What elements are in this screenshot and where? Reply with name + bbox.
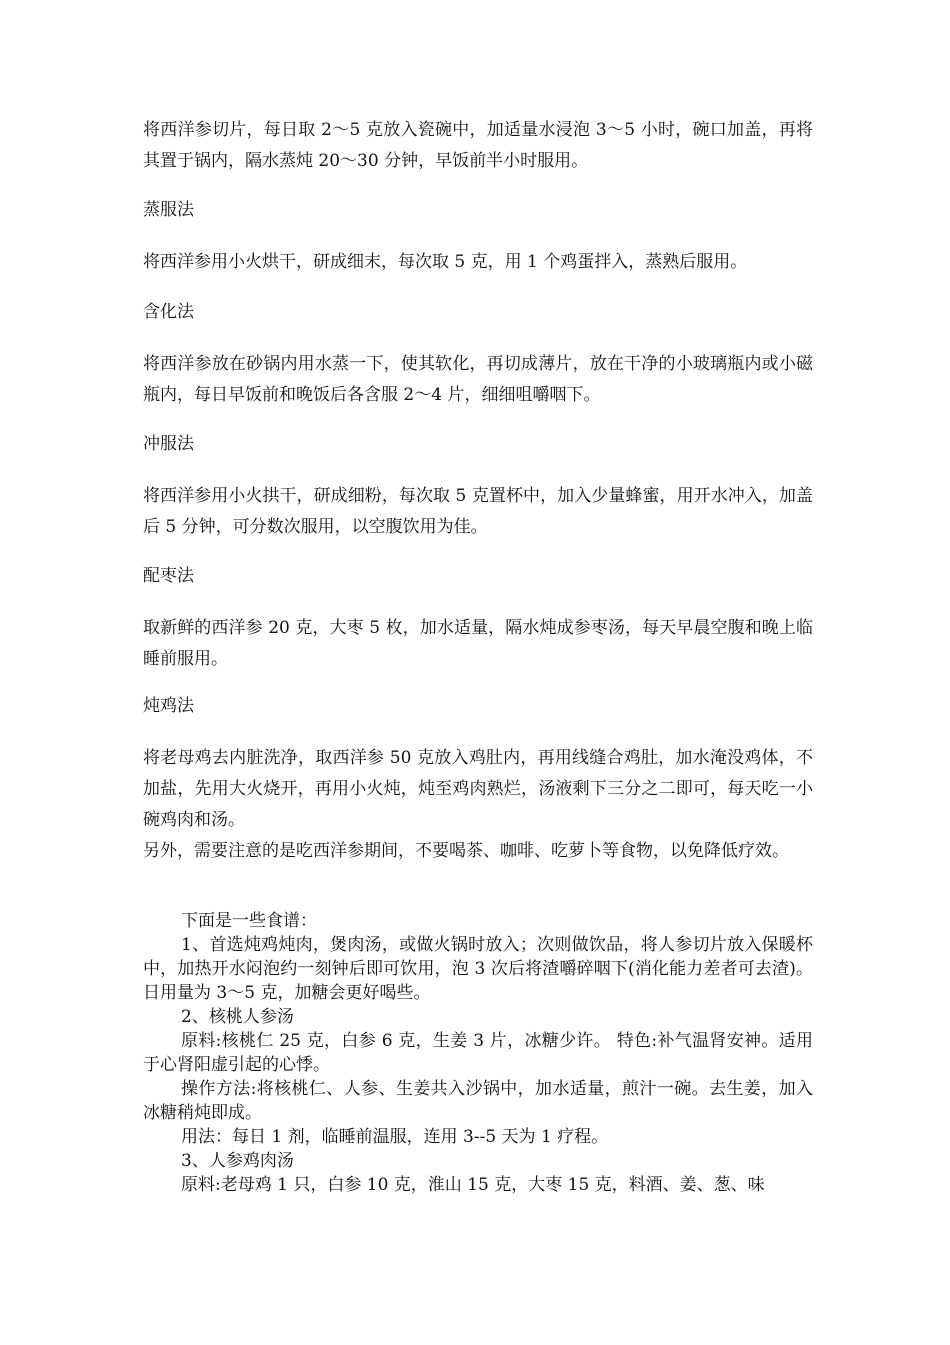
- brew-method-heading: 冲服法: [143, 434, 194, 454]
- recipe-3-title: 3、人参鸡肉汤: [181, 1151, 294, 1171]
- recipe-1-text: 1、首选炖鸡炖肉，煲肉汤，或做火锅时放入；次则做饮品，将人参切片放入保暖杯中，加热开水闷泡约一刻钟后即可饮用，泡 3 次后将渣嚼碎咽下(消化能力差者可去渣)。日用量为 3～5 克，加糖会更好喝些。: [143, 935, 813, 1003]
- caution-note: 另外，需要注意的是吃西洋参期间，不要喝茶、咖啡、吃萝卜等食物，以免降低疗效。: [143, 841, 789, 861]
- steam-method-heading: 蒸服法: [143, 200, 194, 220]
- recipe-2-method: 操作方法:将核桃仁、人参、生姜共入沙锅中，加水适量，煎汁一碗。去生姜，加入冰糖稍炖即成。: [143, 1079, 813, 1123]
- chicken-method-heading: 炖鸡法: [143, 696, 194, 716]
- soak-steam-paragraph: 将西洋参切片，每日取 2～5 克放入瓷碗中，加适量水浸泡 3～5 小时，碗口加盖，再将其置于锅内，隔水蒸炖 20～30 分钟，早饭前半小时服用。: [143, 120, 813, 171]
- hold-method-section: [143, 297, 813, 328]
- dates-method-heading: 配枣法: [143, 566, 194, 586]
- intro-section: [143, 115, 813, 177]
- recipe-3-ingredients: 原料:老母鸡 1 只，白参 10 克，淮山 15 克，大枣 15 克，料酒、姜、葱、味: [181, 1175, 765, 1195]
- brew-method-section: [143, 429, 813, 460]
- hold-method-heading: 含化法: [143, 302, 194, 322]
- chicken-method-section: [143, 691, 813, 722]
- recipe-2-ingredients: 原料:核桃仁 25 克，白参 6 克，生姜 3 片，冰糖少许。 特色:补气温肾安神。适用于心肾阳虚引起的心悸。: [143, 1031, 813, 1075]
- recipes-section: [143, 909, 813, 1197]
- steam-method-text: 将西洋参用小火烘干，研成细末，每次取 5 克，用 1 个鸡蛋拌入，蒸熟后服用。: [143, 252, 748, 272]
- brew-method-body: [143, 481, 813, 543]
- chicken-method-text: 将老母鸡去内脏洗净，取西洋参 50 克放入鸡肚内，再用线缝合鸡肚，加水淹没鸡体，不加盐，先用大火烧开，再用小火炖，炖至鸡肉熟烂，汤液剩下三分之二即可，每天吃一小碗鸡肉和汤。: [143, 748, 813, 830]
- hold-method-text: 将西洋参放在砂锅内用水蒸一下，使其软化，再切成薄片，放在干净的小玻璃瓶内或小磁瓶内，每日早饭前和晚饭后各含服 2～4 片，细细咀嚼咽下。: [143, 354, 813, 405]
- hold-method-body: [143, 349, 813, 411]
- dates-method-section: [143, 561, 813, 592]
- steam-method-section: [143, 195, 813, 226]
- brew-method-text: 将西洋参用小火拱干，研成细粉，每次取 5 克置杯中，加入少量蜂蜜，用开水冲入，加盖后 5 分钟，可分数次服用，以空腹饮用为佳。: [143, 486, 813, 537]
- steam-method-body: [143, 247, 813, 278]
- recipe-2-usage: 用法：每日 1 剂，临睡前温服，连用 3--5 天为 1 疗程。: [181, 1127, 609, 1147]
- dates-method-text: 取新鲜的西洋参 20 克，大枣 5 枚，加水适量，隔水炖成参枣汤，每天早晨空腹和晚上临睡前服用。: [143, 618, 813, 669]
- recipe-2-title: 2、核桃人参汤: [181, 1007, 294, 1027]
- dates-method-body: [143, 613, 813, 675]
- chicken-method-body: [143, 743, 813, 867]
- recipes-intro: 下面是一些食谱：: [181, 911, 317, 931]
